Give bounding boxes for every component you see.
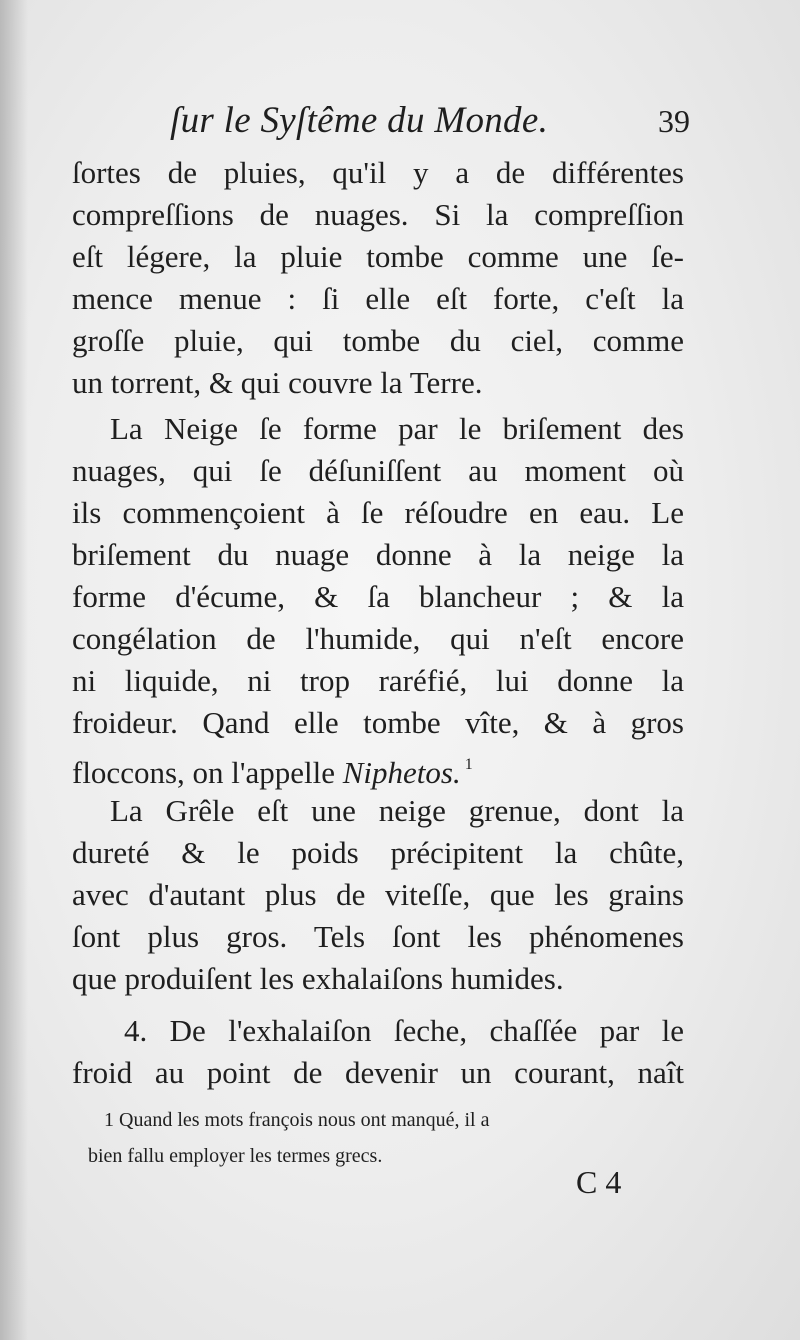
text-line: mence menue : ſi elle eſt forte, c'eſt la <box>72 281 684 316</box>
signature-mark: C 4 <box>576 1164 622 1200</box>
page-number: 39 <box>658 103 690 139</box>
footnote-line: bien fallu employer les termes grecs. <box>88 1145 383 1167</box>
text-line: nuages, qui ſe déſuniſſent au moment où <box>72 453 684 488</box>
text-line <box>72 744 684 790</box>
text-line: un torrent, & qui couvre la Terre. <box>72 365 483 400</box>
paragraph <box>72 790 684 1000</box>
running-head <box>170 96 690 146</box>
footnote-line: 1 Quand les mots françois nous ont manqué, il a <box>104 1109 490 1131</box>
text-line: que produiſent les exhalaiſons humides. <box>72 961 564 996</box>
text-line-start: floccons, on l'appelle <box>72 755 335 790</box>
text-line: briſement du nuage donne à la neige la <box>72 537 684 572</box>
footnote-reference: 1 <box>464 756 473 773</box>
text-line: congélation de l'humide, qui n'eſt encore <box>72 621 684 656</box>
text-line: forme d'écume, & ſa blancheur ; & la <box>72 579 684 614</box>
body-text <box>72 152 684 1094</box>
running-head-title: ſur le Syſtême du Monde. <box>170 100 549 141</box>
text-line: ſortes de pluies, qu'il y a de différentes <box>72 155 684 190</box>
paragraph <box>72 152 684 404</box>
text-line: ni liquide, ni trop raréfié, lui donne la <box>72 663 684 698</box>
text-line: dureté & le poids précipitent la chûte, <box>72 835 684 870</box>
text-line: La Grêle eſt une neige grenue, dont la <box>110 793 684 828</box>
text-line: 4. De l'exhalaiſon ſeche, chaſſée par le <box>124 1013 684 1048</box>
text-line: compreſſions de nuages. Si la compreſſion <box>72 197 684 232</box>
italic-term: Niphetos. <box>342 755 461 790</box>
text-line: groſſe pluie, qui tombe du ciel, comme <box>72 323 684 358</box>
text-line: froid au point de devenir un courant, naît <box>72 1055 684 1090</box>
text-line: La Neige ſe forme par le briſement des <box>110 411 684 446</box>
text-line: froideur. Qand elle tombe vîte, & à gros <box>72 705 684 740</box>
text-line: ils commençoient à ſe réſoudre en eau. Le <box>72 495 684 530</box>
text-line: avec d'autant plus de viteſſe, que les grains <box>72 877 684 912</box>
text-line: eſt légere, la pluie tombe comme une ſe- <box>72 239 684 274</box>
text-line: ſont plus gros. Tels ſont les phénomenes <box>72 919 684 954</box>
paragraph <box>72 1010 684 1094</box>
page-edge-shadow <box>0 0 28 1340</box>
paragraph <box>72 408 684 790</box>
